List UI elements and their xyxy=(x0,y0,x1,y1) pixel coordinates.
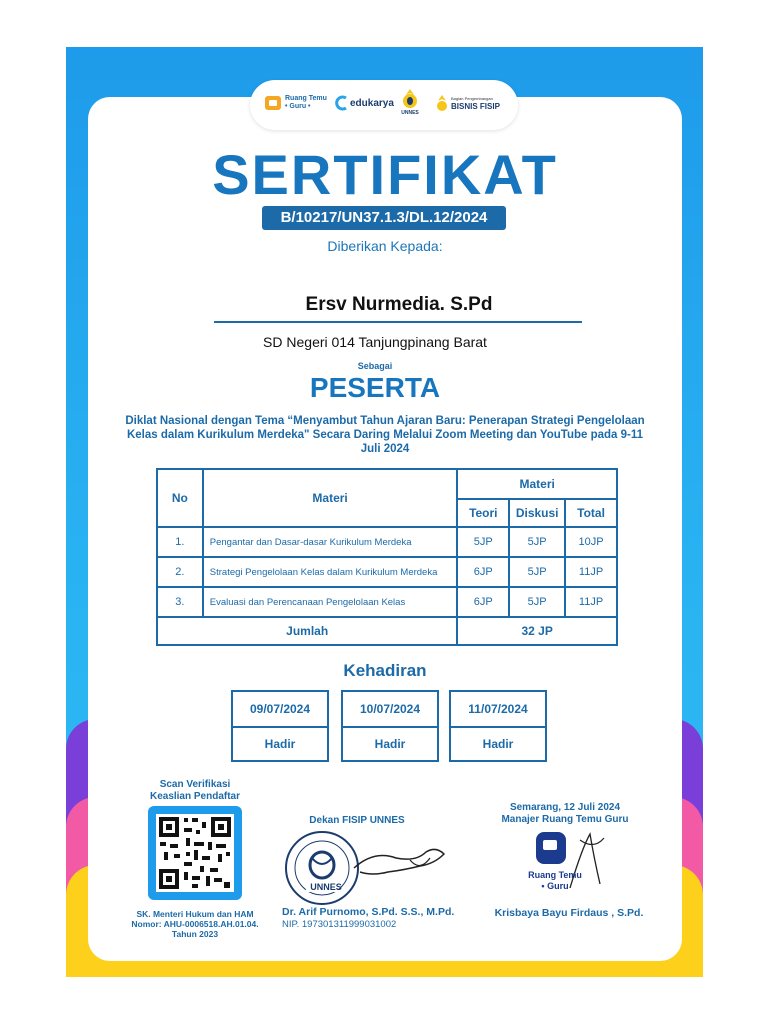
rtg-stamp-text xyxy=(520,870,590,892)
row-teori: 6JP xyxy=(457,587,509,617)
table-header-row xyxy=(157,469,617,499)
certificate-number: B/10217/UN37.1.3/DL.12/2024 xyxy=(262,206,506,230)
jumlah-value: 32 JP xyxy=(457,617,617,645)
event-description: Diklat Nasional dengan Tema “Menyambut Tahun Ajaran Baru: Penerapan Strategi Pengelolaan Kelas dalam Kurikulum Merdeka" Secara Daring Melalui Zoom Meeting dan YouTube pada 9-11 Juli 2024 xyxy=(125,415,645,455)
row-total: 10JP xyxy=(565,527,617,557)
dekan-title: Dekan FISIP UNNES xyxy=(309,815,405,826)
bisnis-fisip-text: BISNIS FISIP xyxy=(451,102,500,111)
attendance-date: 10/07/2024 xyxy=(343,692,437,728)
recipient-school: SD Negeri 014 Tanjungpinang Barat xyxy=(263,334,487,350)
attendance-day-1 xyxy=(231,690,329,762)
place-date: Semarang, 12 Juli 2024 xyxy=(509,802,621,813)
manager-header xyxy=(480,802,650,826)
manager-name: Krisbaya Bayu Firdaus , S.Pd. xyxy=(494,907,644,919)
row-materi: Pengantar dan Dasar-dasar Kurikulum Merdeka xyxy=(203,527,458,557)
as-label: Sebagai xyxy=(357,361,393,371)
unnes-text: UNNES xyxy=(401,110,419,116)
attendance-day-3 xyxy=(449,690,547,762)
table-row xyxy=(157,527,617,557)
header-teori: Teori xyxy=(457,499,509,527)
dekan-name: Dr. Arif Purnomo, S.Pd. S.S., M.Pd. xyxy=(282,906,455,918)
table-row xyxy=(157,557,617,587)
row-total: 11JP xyxy=(565,587,617,617)
bisnis-fisip-top: Bagian Pengembangan xyxy=(451,96,493,101)
attendance-title: Kehadiran xyxy=(343,661,427,680)
attendance-status: Hadir xyxy=(374,737,406,751)
ruang-temu-text-2: • Guru • xyxy=(285,103,311,110)
ruang-temu-text-1: Ruang Temu xyxy=(285,95,327,102)
edukarya-icon xyxy=(334,95,348,111)
table-total-row xyxy=(157,617,617,645)
ruang-temu-guru-logo xyxy=(264,94,327,112)
scan-line-2: Keaslian Pendaftar xyxy=(149,791,241,802)
rtg-stamp-line-2: • Guru xyxy=(541,881,569,891)
row-total: 11JP xyxy=(565,557,617,587)
row-no: 2. xyxy=(157,557,203,587)
row-diskusi: 5JP xyxy=(509,527,565,557)
row-teori: 6JP xyxy=(457,557,509,587)
attendance-status: Hadir xyxy=(264,737,296,751)
header-materi: Materi xyxy=(203,469,458,527)
header-diskusi: Diskusi xyxy=(509,499,565,527)
row-diskusi: 5JP xyxy=(509,557,565,587)
sk-text xyxy=(110,909,280,939)
header-materi-group: Materi xyxy=(457,469,617,499)
edukarya-text: edukarya xyxy=(350,97,394,109)
qr-frame xyxy=(148,806,242,900)
qr-code-icon[interactable] xyxy=(156,814,234,892)
table-row xyxy=(157,587,617,617)
materi-table xyxy=(156,468,618,646)
row-no: 1. xyxy=(157,527,203,557)
attendance-status: Hadir xyxy=(482,737,514,751)
header-no: No xyxy=(157,469,203,527)
name-underline xyxy=(214,321,582,323)
manager-title: Manajer Ruang Temu Guru xyxy=(501,814,629,825)
dekan-nip: NIP. 197301311999031002 xyxy=(282,919,397,930)
certificate-title: SERTIFIKAT xyxy=(212,143,558,206)
bisnis-fisip-logo xyxy=(436,94,500,112)
bisnis-fisip-icon xyxy=(436,94,448,112)
row-diskusi: 5JP xyxy=(509,587,565,617)
ruang-temu-icon xyxy=(264,94,282,112)
row-teori: 5JP xyxy=(457,527,509,557)
dekan-signature-icon xyxy=(350,838,450,890)
stamp-unnes-text: UNNES xyxy=(310,882,342,892)
sk-line-3: Tahun 2023 xyxy=(171,929,219,939)
header-total: Total xyxy=(565,499,617,527)
scan-verification-label xyxy=(120,779,270,803)
unnes-logo xyxy=(400,88,420,116)
row-no: 3. xyxy=(157,587,203,617)
recipient-name: Ersv Nurmedia. S.Pd xyxy=(305,294,493,315)
sk-line-2: Nomor: AHU-0006518.AH.01.04. xyxy=(131,919,259,929)
scan-line-1: Scan Verifikasi xyxy=(159,779,231,790)
row-materi: Strategi Pengelolaan Kelas dalam Kurikulum Merdeka xyxy=(203,557,458,587)
rtg-stamp-line-1: Ruang Temu xyxy=(528,870,582,880)
attendance-date: 11/07/2024 xyxy=(451,692,545,728)
edukarya-logo xyxy=(334,95,394,111)
logos-bar xyxy=(250,80,518,130)
sk-line-1: SK. Menteri Hukum dan HAM xyxy=(136,909,254,919)
row-materi: Evaluasi dan Perencanaan Pengelolaan Kelas xyxy=(203,587,458,617)
attendance-day-2 xyxy=(341,690,439,762)
jumlah-label: Jumlah xyxy=(157,617,457,645)
attendance-date: 09/07/2024 xyxy=(233,692,327,728)
recipient-role: PESERTA xyxy=(309,372,441,403)
unnes-emblem-icon xyxy=(400,88,420,110)
given-to-label: Diberikan Kepada: xyxy=(327,238,443,254)
